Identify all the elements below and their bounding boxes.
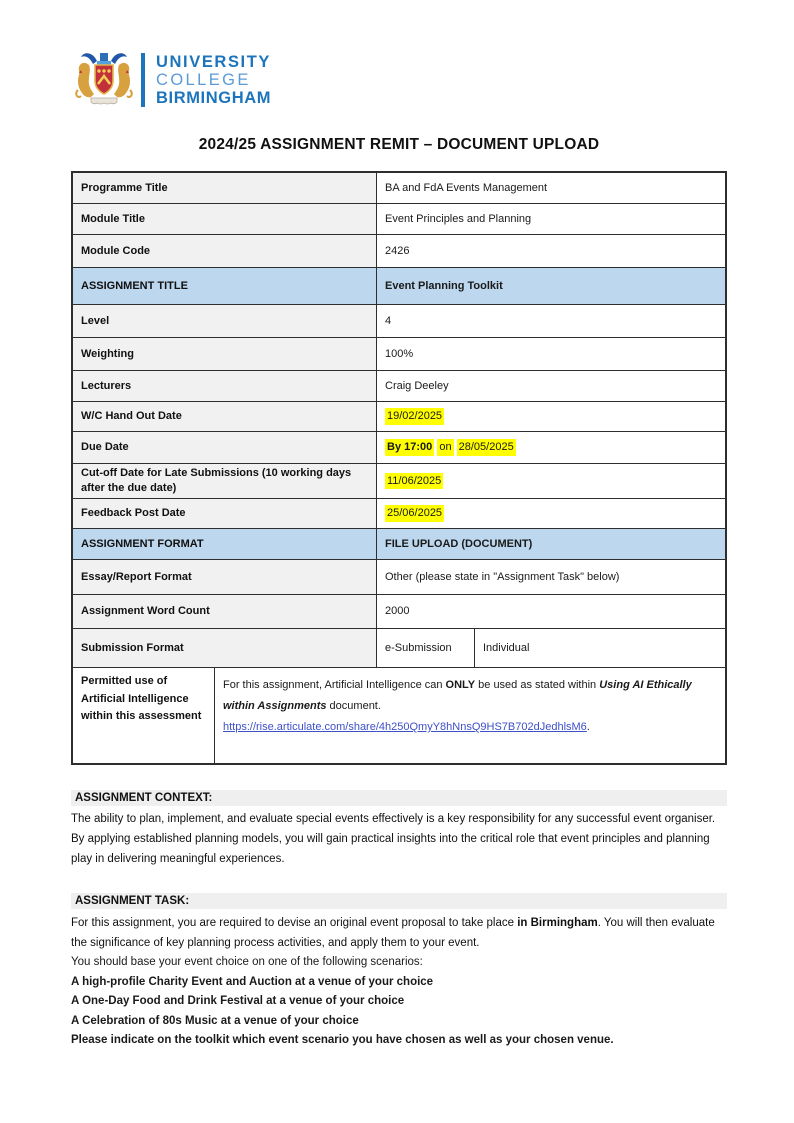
table-row-module-code	[73, 234, 725, 267]
cutoff-date-value	[377, 464, 725, 498]
assignment-remit-table	[71, 171, 727, 765]
task-scenario-2: A One-Day Food and Drink Festival at a venue of your choice	[71, 995, 405, 1007]
submission-mode-value: Individual	[475, 629, 725, 667]
ai-guidance-link[interactable]: https://rise.articulate.com/share/4h250QmyY8hNnsQ9HS7B702dJedhlsM6	[223, 721, 587, 733]
hand-out-date-value	[377, 402, 725, 431]
due-connector-highlight: on	[437, 439, 453, 456]
due-time-highlight: By 17:00	[385, 439, 434, 456]
submission-method-value: e-Submission	[377, 629, 475, 667]
table-row-due-date	[73, 431, 725, 463]
assignment-title-value: Event Planning Toolkit	[377, 268, 725, 304]
table-row-ai-use	[73, 667, 725, 763]
ai-use-only-emphasis: ONLY	[445, 679, 476, 691]
hand-out-date-highlight: 19/02/2025	[385, 408, 444, 425]
essay-format-value: Other (please state in "Assignment Task" below)	[377, 560, 725, 594]
ai-use-value	[215, 668, 725, 763]
module-title-label: Module Title	[73, 204, 377, 234]
ai-use-text-1: For this assignment, Artificial Intelligence can	[223, 679, 446, 691]
lecturers-value: Craig Deeley	[377, 371, 725, 401]
logo-word-university: UNIVERSITY	[156, 53, 272, 71]
assignment-task-intro	[71, 913, 727, 953]
task-intro-text-1: For this assignment, you are required to devise an original event proposal to take place	[71, 917, 518, 929]
word-count-value: 2000	[377, 595, 725, 628]
word-count-label: Assignment Word Count	[73, 595, 377, 628]
table-row-lecturers	[73, 370, 725, 401]
task-scenario-3: A Celebration of 80s Music at a venue of your choice	[71, 1014, 359, 1027]
table-row-module-title	[73, 203, 725, 234]
table-row-weighting	[73, 337, 725, 370]
programme-title-value: BA and FdA Events Management	[377, 173, 725, 203]
essay-format-label: Essay/Report Format	[73, 560, 377, 594]
due-date-label: Due Date	[73, 432, 377, 463]
hand-out-date-label: W/C Hand Out Date	[73, 402, 377, 431]
logo-word-college: COLLEGE	[156, 71, 251, 89]
assignment-context-body: The ability to plan, implement, and evaluate special events effectively is a key responsibility for any successful event organiser. By applying established planning models, you will gain practical insights into the critical role that event principles and planning play in delivering meaningful experiences.	[71, 813, 716, 865]
ucb-crest-icon	[71, 50, 137, 110]
task-scenario-lead: You should base your event choice on one of the following scenarios:	[71, 956, 423, 968]
ai-use-text-2: be used as stated within	[475, 679, 600, 691]
ai-use-label: Permitted use of Artificial Intelligence within this assessment	[73, 668, 215, 763]
table-row-cutoff-date	[73, 463, 725, 498]
table-row-assignment-format	[73, 528, 725, 559]
weighting-label: Weighting	[73, 338, 377, 370]
weighting-value: 100%	[377, 338, 725, 370]
cutoff-date-highlight: 11/06/2025	[385, 473, 443, 490]
due-date-value	[377, 432, 725, 463]
logo-word-birmingham: BIRMINGHAM	[156, 89, 272, 107]
ai-use-doc-name: Using AI Ethically within Assignments	[223, 679, 692, 712]
due-date-highlight: 28/05/2025	[457, 439, 516, 456]
module-code-value: 2426	[377, 235, 725, 267]
table-row-hand-out-date	[73, 401, 725, 431]
level-label: Level	[73, 305, 377, 337]
task-note: Please indicate on the toolkit which event scenario you have chosen as well as your chosen venue.	[71, 1034, 614, 1046]
document-title: 2024/25 ASSIGNMENT REMIT – DOCUMENT UPLOAD	[198, 136, 600, 153]
logo-divider-bar	[141, 53, 145, 107]
submission-format-label: Submission Format	[73, 629, 377, 667]
logo-wordmark	[156, 53, 271, 107]
table-row-essay-format	[73, 559, 725, 594]
table-row-submission-format	[73, 628, 725, 667]
feedback-date-highlight: 25/06/2025	[385, 505, 444, 522]
task-intro-text-2: . You will then evaluate the significance of key planning process activities, and apply them to your event.	[71, 917, 715, 949]
feedback-date-label: Feedback Post Date	[73, 499, 377, 528]
task-scenario-1: A high-profile Charity Event and Auction at a venue of your choice	[71, 975, 434, 988]
ai-use-text-3: document.	[326, 700, 381, 712]
lecturers-label: Lecturers	[73, 371, 377, 401]
ucb-logo	[71, 50, 727, 110]
assignment-task-heading: ASSIGNMENT TASK:	[71, 893, 727, 909]
table-row-word-count	[73, 594, 725, 628]
task-intro-location-emphasis: in Birmingham	[517, 917, 598, 929]
module-code-label: Module Code	[73, 235, 377, 267]
level-value: 4	[377, 305, 725, 337]
assignment-context-heading: ASSIGNMENT CONTEXT:	[71, 790, 727, 806]
assignment-format-label: ASSIGNMENT FORMAT	[73, 529, 377, 559]
programme-title-label: Programme Title	[73, 173, 377, 203]
ai-link-period: .	[586, 721, 590, 733]
assignment-title-label: ASSIGNMENT TITLE	[73, 268, 377, 304]
cutoff-date-label: Cut-off Date for Late Submissions (10 working days after the due date)	[73, 464, 377, 498]
table-row-level	[73, 304, 725, 337]
table-row-assignment-title	[73, 267, 725, 304]
table-row-feedback-date	[73, 498, 725, 528]
module-title-value: Event Principles and Planning	[377, 204, 725, 234]
assignment-format-value: FILE UPLOAD (DOCUMENT)	[377, 529, 725, 559]
feedback-date-value	[377, 499, 725, 528]
table-row-programme-title	[73, 173, 725, 203]
